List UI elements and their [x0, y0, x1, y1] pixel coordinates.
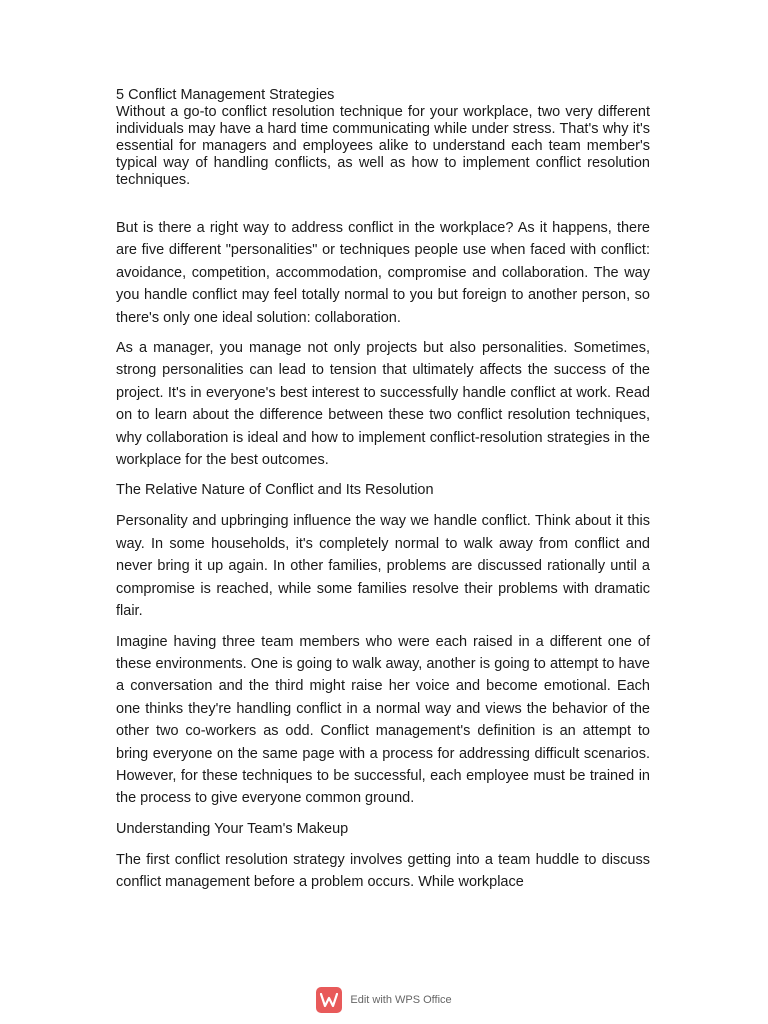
document-page [116, 87, 650, 901]
body-paragraph: As a manager, you manage not only projects but also personalities. Sometimes, strong personalities can lead to tension that ultimately affects the success of the project. It's in everyone's best interest to successfully handle conflict at work. Read on to learn about the difference between these two conflict resolution techniques, why collaboration is ideal and how to implement conflict-resolution strategies in the workplace for the best outcomes. [116, 340, 650, 469]
intro-paragraph: Without a go-to conflict resolution technique for your workplace, two very different individuals may have a hard time communicating while under stress. That's why it's essential for managers and employees alike to understand each team member's typical way of handling conflicts, as well as how to implement conflict resolution techniques. [116, 104, 650, 188]
body-paragraph: Personality and upbringing influence the way we handle conflict. Think about it this way. In some households, it's completely normal to walk away from conflict and never bring it up again. In other families, problems are discussed rationally until a compromise is reached, while some families resolve their problems with dramatic flair. [116, 513, 650, 620]
wps-edit-label[interactable]: Edit with WPS Office [350, 994, 452, 1006]
section-heading: The Relative Nature of Conflict and Its Resolution [116, 482, 434, 499]
section-heading: Understanding Your Team's Makeup [116, 820, 349, 837]
body-paragraph: Imagine having three team members who were each raised in a different one of these environments. One is going to walk away, another is going to attempt to have a conversation and the third might raise her voice and become emotional. Each one thinks they're handling conflict in a normal way and views the behavior of the other two co-workers as odd. Conflict management's definition is an attempt to bring everyone on the same page with a process for addressing difficult scenarios. However, for these techniques to be successful, each employee must be trained in the process to give everyone common ground. [116, 633, 650, 807]
body-paragraph: But is there a right way to address conflict in the workplace? As it happens, there are five different "personalities" or techniques people use when faced with conflict: avoidance, competition, accommodation, compromise and collaboration. The way you handle conflict may feel totally normal to you but foreign to another person, so there's only one ideal solution: collaboration. [116, 220, 650, 326]
document-title: 5 Conflict Management Strategies [116, 87, 335, 103]
body-paragraph: The first conflict resolution strategy involves getting into a team huddle to discuss conflict management before a problem occurs. While workplace [116, 851, 650, 891]
wps-office-logo-icon [316, 987, 342, 1013]
wps-edit-banner[interactable] [0, 986, 768, 1014]
